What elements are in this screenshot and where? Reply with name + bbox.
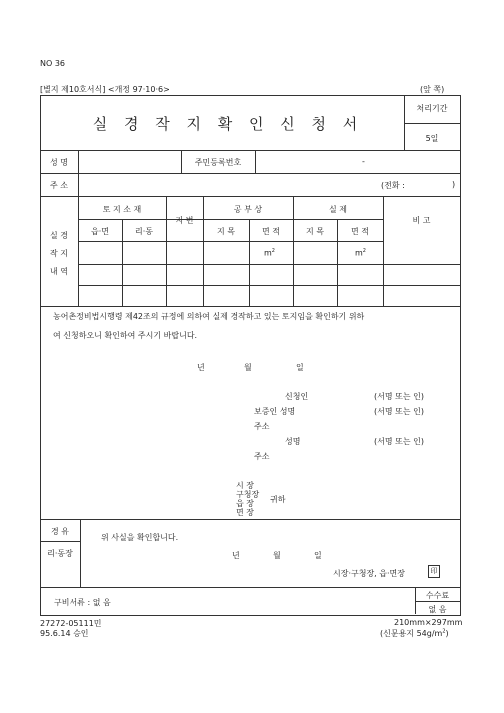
addressee-myeon: 면 장 [236, 508, 254, 517]
applicant-label: 신청인 [285, 392, 309, 401]
addressee-mayor: 시 장 [236, 481, 254, 490]
fee-label: 수수료 [425, 591, 450, 600]
date-year: 년 [197, 363, 205, 372]
confirm-year: 년 [232, 551, 240, 560]
addressee-district: 구청장 [236, 490, 260, 499]
statement-line-2: 여 신청하오니 확인하여 주시기 바랍니다. [53, 331, 198, 340]
land-location-header: 토 지 소 재 [102, 205, 142, 214]
confirm-day: 일 [314, 551, 322, 560]
paper-size: 210mm×297mm [394, 618, 463, 627]
addressee-eup: 읍 장 [236, 499, 254, 508]
address-label: 주 소 [50, 181, 68, 190]
form-reference: [별지 제10호서식] <개정 97·10·6> [40, 85, 170, 94]
phone-label: (전화 : [381, 181, 405, 190]
guarantor-signature: (서명 또는 인) [374, 407, 424, 416]
resident-number-label: 주민등록번호 [194, 158, 242, 167]
land-section-label-3: 내 역 [50, 267, 68, 276]
fee-value: 없 음 [428, 605, 447, 614]
name-label: 성 명 [50, 158, 68, 167]
addressee-suffix: 귀하 [270, 495, 286, 504]
land-section-label-1: 실 경 [50, 231, 68, 240]
required-documents: 구비서류 : 없 음 [54, 598, 111, 607]
via-label: 경 유 [51, 527, 69, 536]
register-header: 공 부 상 [233, 205, 263, 214]
processing-period-label: 처리기간 [416, 104, 448, 113]
eup-myeon-header: 읍·면 [91, 227, 109, 236]
form-title: 실 경 작 지 확 인 신 청 서 [92, 115, 364, 133]
approval-date: 95.6.14 승인 [40, 629, 89, 638]
remarks-header: 비 고 [412, 216, 431, 225]
phone-close: ) [452, 180, 456, 189]
processing-period-value: 5일 [425, 134, 439, 143]
register-area-header: 면 적 [262, 227, 280, 236]
official-seal: 印 [428, 565, 440, 578]
confirm-month: 월 [273, 551, 281, 560]
ri-dong-header: 리·동 [135, 227, 153, 236]
form-code: 27272-05111민 [40, 619, 102, 628]
confirmation-text: 위 사실을 확인합니다. [101, 533, 179, 542]
register-category-header: 지 목 [217, 227, 235, 236]
second-name-label: 성명 [285, 437, 301, 446]
statement-line-1: 농어촌정비법시행령 제42조의 규정에 의하여 실제 경작하고 있는 토지임을 확인하기 위하 [53, 312, 365, 321]
paper-type: (신문용지 $54g/m^2$) [380, 628, 449, 638]
applicant-signature: (서명 또는 인) [374, 392, 424, 401]
page-side: (앞 쪽) [420, 85, 445, 94]
date-day: 일 [296, 363, 304, 372]
date-month: 월 [244, 363, 252, 372]
guarantor-name-label: 보증인 성명 [254, 407, 296, 416]
land-section-label-2: 작 지 [50, 249, 68, 258]
guarantor-address-label: 주소 [254, 422, 270, 431]
actual-area-unit: $m^2$ [355, 248, 366, 258]
resident-number-separator: - [362, 157, 365, 166]
actual-header: 실 제 [329, 205, 347, 214]
actual-area-header: 면 적 [351, 227, 369, 236]
document-number: NO 36 [40, 59, 66, 68]
village-head-label: 리·동장 [47, 549, 73, 558]
register-area-unit: $m^2$ [264, 248, 275, 258]
lot-number-header: 지 번 [175, 216, 194, 225]
actual-category-header: 지 목 [306, 227, 324, 236]
second-address-label: 주소 [254, 452, 270, 461]
second-signature: (서명 또는 인) [374, 437, 424, 446]
confirming-official: 시장·구청장, 읍·면장 [333, 569, 405, 578]
